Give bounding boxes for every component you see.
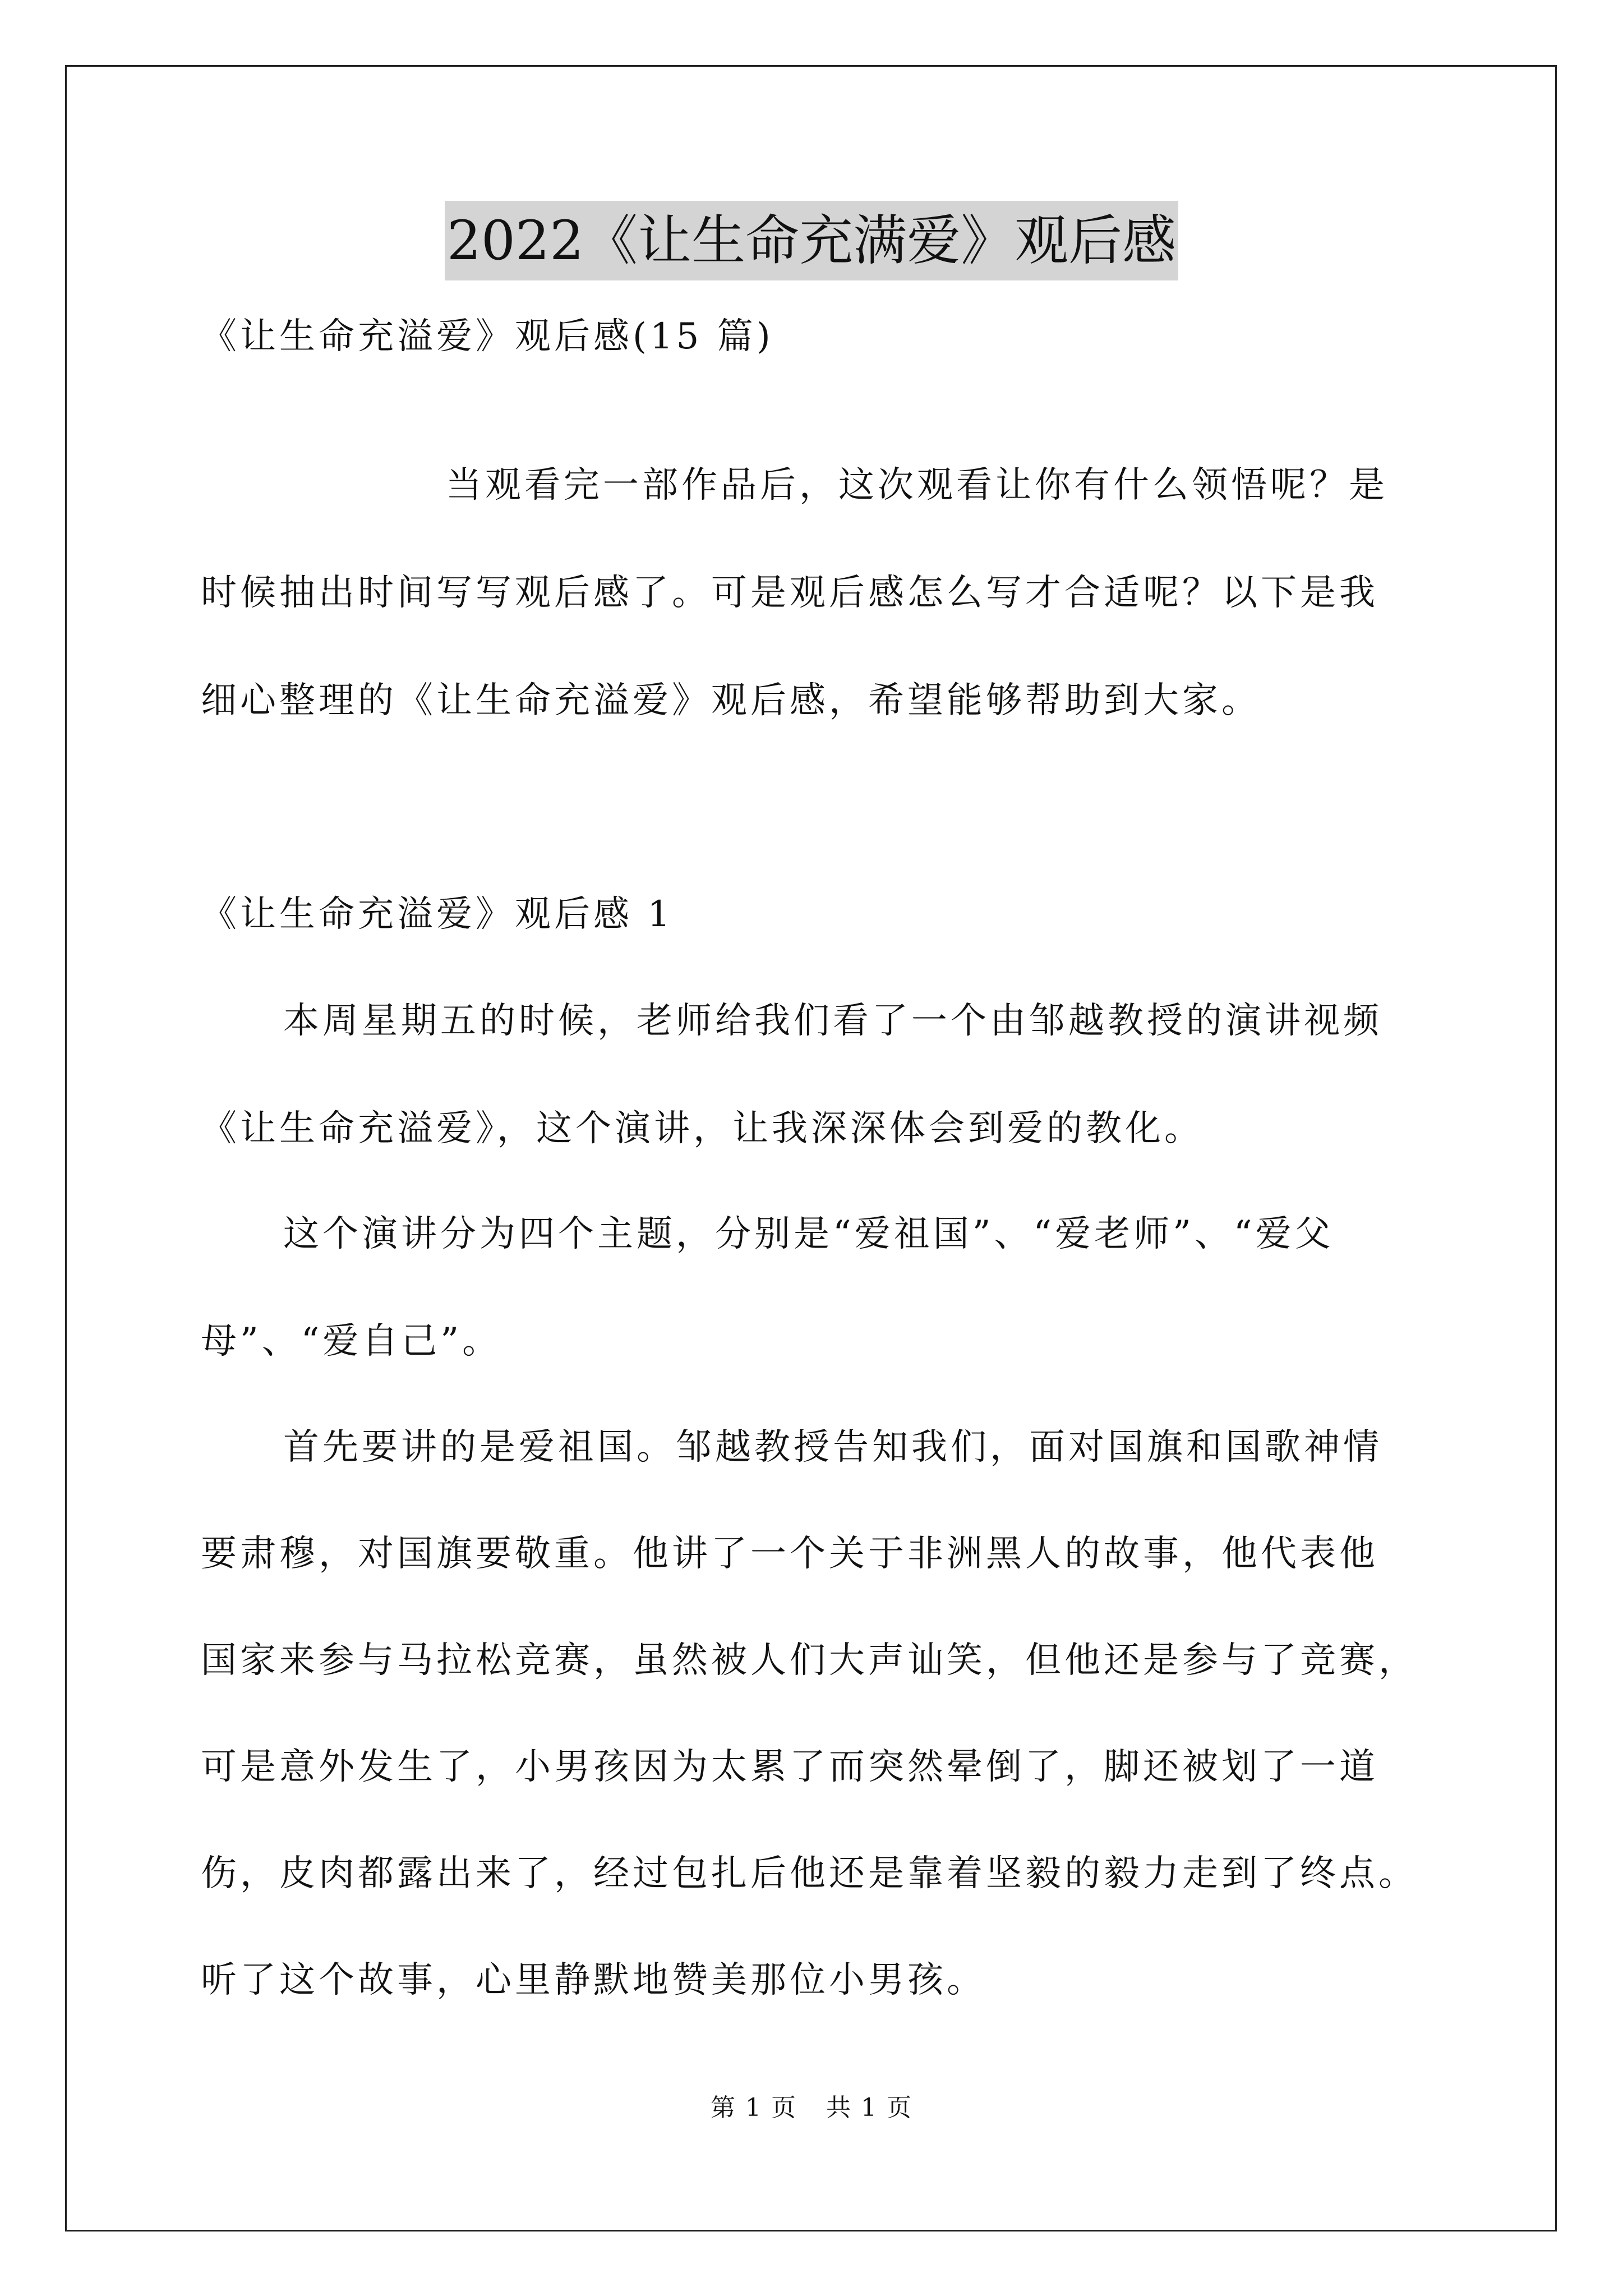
body-line: 母”、“爱自己”。 xyxy=(201,1320,502,1362)
body-line: 要肃穆，对国旗要敬重。他讲了一个关于非洲黑人的故事，他代表他 xyxy=(201,1533,1378,1575)
body-line: 这个演讲分为四个主题，分别是“爱祖国”、“爱老师”、“爱父 xyxy=(283,1213,1334,1255)
document-title: 2022《让生命充满爱》观后感 xyxy=(445,201,1178,280)
intro-line: 当观看完一部作品后，这次观看让你有什么领悟呢？是 xyxy=(446,464,1388,506)
intro-line: 时候抽出时间写写观后感了。可是观后感怎么写才合适呢？以下是我 xyxy=(201,572,1378,614)
document-subtitle: 《让生命充溢爱》观后感(15 篇) xyxy=(201,316,774,357)
body-line: 本周星期五的时候，老师给我们看了一个由邹越教授的演讲视频 xyxy=(283,1000,1382,1042)
page-footer xyxy=(0,2091,1623,2125)
page-number: 第 1 页 xyxy=(711,2093,797,2122)
body-line: 《让生命充溢爱》，这个演讲，让我深深体会到爱的教化。 xyxy=(201,1108,1204,1149)
body-line: 可是意外发生了，小男孩因为太累了而突然晕倒了，脚还被划了一道 xyxy=(201,1746,1378,1788)
body-line: 首先要讲的是爱祖国。邹越教授告知我们，面对国旗和国歌神情 xyxy=(283,1427,1382,1468)
body-line: 伤，皮肉都露出来了，经过包扎后他还是靠着坚毅的毅力走到了终点。 xyxy=(201,1853,1418,1894)
title-wrap xyxy=(0,201,1623,280)
section-heading: 《让生命充溢爱》观后感 1 xyxy=(201,894,674,935)
intro-line: 细心整理的《让生命充溢爱》观后感，希望能够帮助到大家。 xyxy=(201,680,1261,721)
page-total: 共 1 页 xyxy=(826,2093,912,2122)
body-line: 听了这个故事，心里静默地赞美那位小男孩。 xyxy=(201,1959,986,2001)
body-line: 国家来参与马拉松竞赛，虽然被人们大声讪笑，但他还是参与了竞赛， xyxy=(201,1640,1418,1681)
